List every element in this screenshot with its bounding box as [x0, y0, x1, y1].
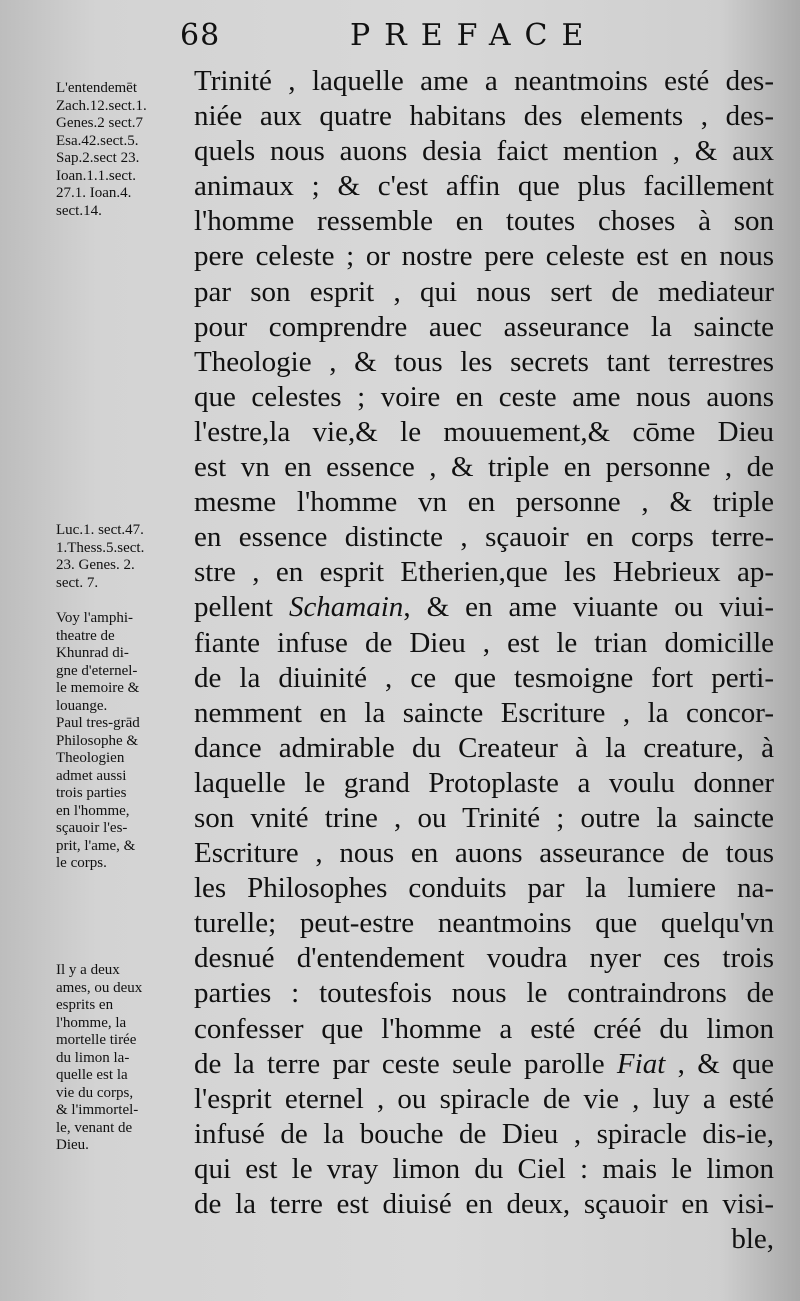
text-line: fiante infuse de Dieu , est le trian domicille	[194, 626, 774, 659]
text-line: de la terre est diuisé en deux, sçauoir en visi-	[194, 1188, 774, 1220]
text-line: parties : toutesfois nous le contraindrons de	[194, 977, 774, 1010]
text-line: qui est le vray limon du Ciel : mais le limon	[194, 1152, 774, 1185]
text-line: l'esprit eternel , ou spiracle de vie , luy a esté	[194, 1082, 774, 1115]
text-line: l'homme ressemble en toutes choses à son	[194, 205, 774, 238]
margin-note: Luc.1. sect.47. 1.Thess.5.sect. 23. Genes. 2. sect. 7.	[56, 522, 145, 591]
text-line: turelle; peut-estre neantmoins que quelqu'vn	[194, 907, 774, 940]
text-line: animaux ; & c'est affin que plus facillement	[194, 170, 774, 203]
text-line: en essence distincte , sçauoir en corps terre-	[194, 521, 774, 554]
page-number: 68	[180, 18, 221, 53]
margin-notes	[56, 0, 202, 1301]
text-line: pellent Schamain, & en ame viuante ou viui-	[194, 591, 775, 624]
text-line: laquelle le grand Protoplaste a voulu donner	[194, 766, 774, 799]
margin-note: Voy l'amphi- theatre de Khunrad di- gne d'eternel- le memoire & louange. Paul tres-grād Philosophe & Theologien admet aussi trois parties en l'homme, sçauoir l'es- prit, l'ame, & le corps.	[56, 610, 140, 871]
margin-note: Il y a deux ames, ou deux esprits en l'homme, la mortelle tirée du limon la- quelle est la vie du corps, & l'immortel- le, venant de Dieu.	[56, 962, 143, 1153]
text-line: Escriture , nous en auons asseurance de tous	[194, 837, 774, 870]
text-line: confesser que l'homme a esté créé du limon	[194, 1012, 774, 1045]
text-line: Theologie , & tous les secrets tant terrestres	[194, 345, 774, 378]
text-line: pour comprendre auec asseurance la saincte	[194, 310, 774, 343]
text-line: de la terre par ceste seule parolle Fiat , & que	[194, 1047, 774, 1080]
text-line: l'estre,la vie,& le mouuement,& cōme Dieu	[194, 415, 774, 448]
text-line: par son esprit , qui nous sert de mediateur	[194, 275, 774, 308]
text-line: mesme l'homme vn en personne , & triple	[194, 486, 774, 519]
margin-note: L'entendemēt Zach.12.sect.1. Genes.2 sect.7 Esa.42.sect.5. Sap.2.sect 23. Ioan.1.1.sect. 27.1. Ioan.4. sect.14.	[56, 80, 147, 219]
text-line: que celestes ; voire en ceste ame nous auons	[194, 380, 774, 413]
text-line: de la diuinité , ce que tesmoigne fort perti-	[194, 661, 774, 694]
text-line: Trinité , laquelle ame a neantmoins esté des-	[194, 65, 774, 97]
text-line: nemment en la saincte Escriture , la concor-	[194, 696, 774, 729]
text-line: dance admirable du Createur à la creature, à	[194, 731, 774, 764]
text-line: pere celeste ; or nostre pere celeste est en nous	[194, 240, 774, 273]
text-line: infusé de la bouche de Dieu , spiracle dis-ie,	[194, 1117, 774, 1150]
page-header	[180, 18, 620, 58]
text-line: desnué d'entendement voudra nyer ces trois	[194, 942, 774, 975]
running-head: PREFACE	[350, 18, 598, 53]
text-line: est vn en essence , & triple en personne , de	[194, 451, 774, 484]
text-line: niée aux quatre habitans des elements , des-	[194, 100, 774, 133]
text-line: quels nous auons desia faict mention , & aux	[194, 135, 774, 168]
text-line: les Philosophes conduits par la lumiere na-	[194, 872, 774, 905]
body-text	[194, 64, 774, 1257]
text-line: son vnité trine , ou Trinité ; outre la saincte	[194, 801, 774, 834]
text-line: stre , en esprit Etherien,que les Hebrieux ap-	[194, 556, 774, 589]
text-line: ble,	[731, 1223, 774, 1256]
